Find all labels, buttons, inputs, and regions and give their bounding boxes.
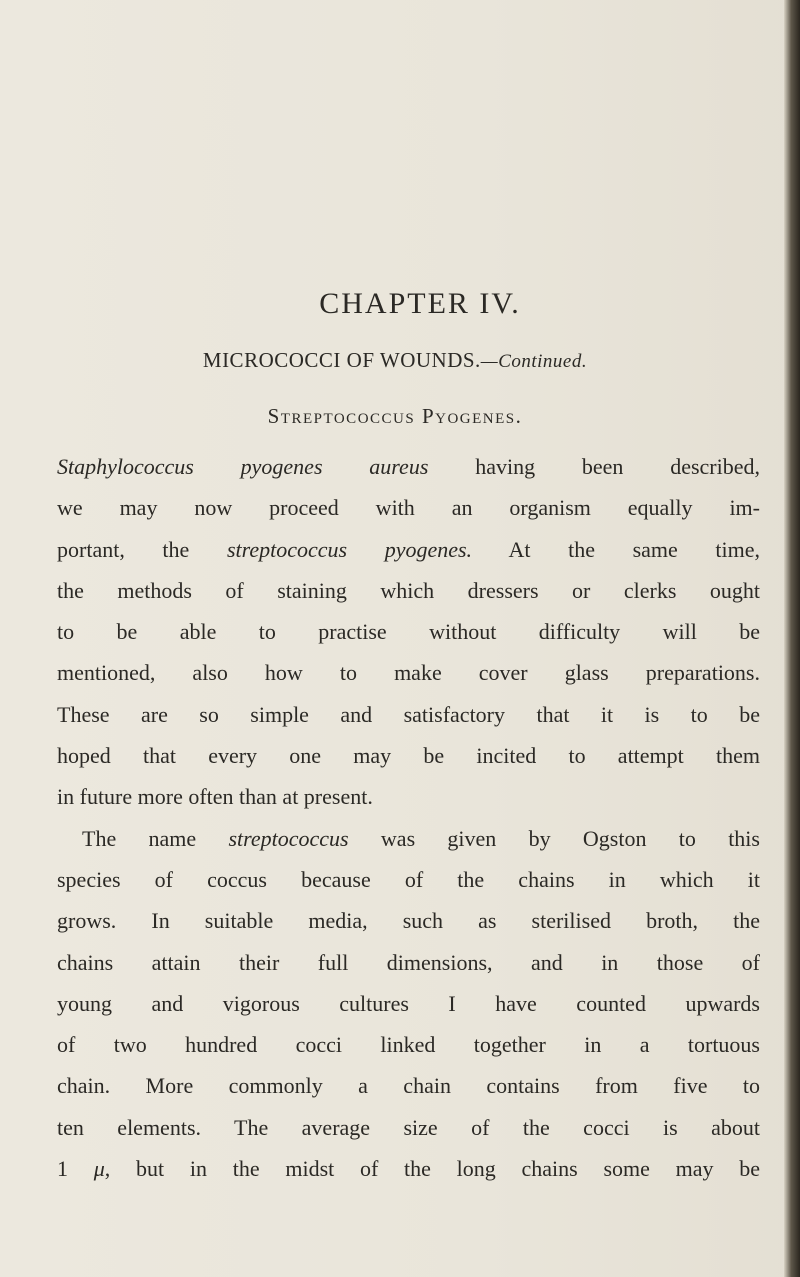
text-line: [57, 859, 760, 900]
text-line: [57, 983, 760, 1024]
italic-text: streptococcus pyogenes.: [226, 536, 473, 562]
text-line: [57, 776, 760, 817]
body-text: [57, 446, 760, 1189]
text-line: [57, 487, 760, 528]
text-line: [57, 1024, 760, 1065]
subsection-heading: Streptococcus Pyogenes.: [267, 404, 523, 428]
text-run: grows. In suitable media, such as sterilised broth, the: [57, 908, 760, 934]
text-line: [57, 942, 760, 983]
book-binding-edge: [784, 0, 800, 1277]
text-run: The name: [82, 825, 229, 851]
text-run: was given by Ogston to this: [348, 825, 760, 851]
italic-text: Staphylococcus pyogenes aureus: [57, 454, 429, 479]
text-run: hoped that every one may be incited to attempt them: [57, 743, 760, 769]
chapter-heading: CHAPTER IV.: [319, 287, 521, 320]
text-line: [57, 900, 760, 941]
text-line: [57, 1107, 760, 1148]
text-line: [57, 570, 760, 611]
text-run: These are so simple and satisfactory that it is to be: [57, 701, 760, 727]
text-run: chains attain their full dimensions, and in those of: [57, 949, 760, 975]
italic-text: streptococcus: [228, 825, 349, 851]
text-line: [57, 818, 760, 859]
text-line: [57, 694, 760, 735]
text-run: the methods of staining which dressers or clerks ought: [57, 577, 760, 603]
text-line: [57, 446, 760, 487]
text-run: , but in the midst of the long chains some may be: [104, 1156, 761, 1182]
text-line: [57, 611, 760, 652]
text-run: we may now proceed with an organism equally im-: [57, 495, 760, 521]
text-line: [57, 529, 760, 570]
text-run: in future more often than at present.: [57, 784, 373, 810]
text-run: portant, the: [57, 536, 227, 562]
italic-text: μ: [93, 1156, 105, 1182]
text-line: [57, 1065, 760, 1106]
text-run: young and vigorous cultures I have counted upwards: [57, 990, 760, 1016]
text-run: to be able to practise without difficulty will be: [57, 619, 760, 645]
text-line: [57, 1148, 760, 1189]
text-run: chain. More commonly a chain contains from five to: [57, 1073, 760, 1099]
text-run: 1: [57, 1156, 94, 1182]
text-line: [57, 652, 760, 693]
text-run: At the same time,: [472, 536, 760, 562]
section-heading-continued: —Continued.: [480, 351, 588, 372]
text-run: species of coccus because of the chains in which it: [57, 866, 760, 892]
text-line: [57, 735, 760, 776]
text-run: mentioned, also how to make cover glass preparations.: [57, 660, 760, 686]
text-run: ten elements. The average size of the cocci is about: [57, 1114, 760, 1140]
section-heading: [0, 348, 790, 373]
section-heading-title: MICROCOCCI OF WOUNDS.: [202, 348, 481, 372]
text-run: of two hundred cocci linked together in a tortuous: [57, 1032, 760, 1058]
text-run: having been described,: [428, 454, 761, 479]
